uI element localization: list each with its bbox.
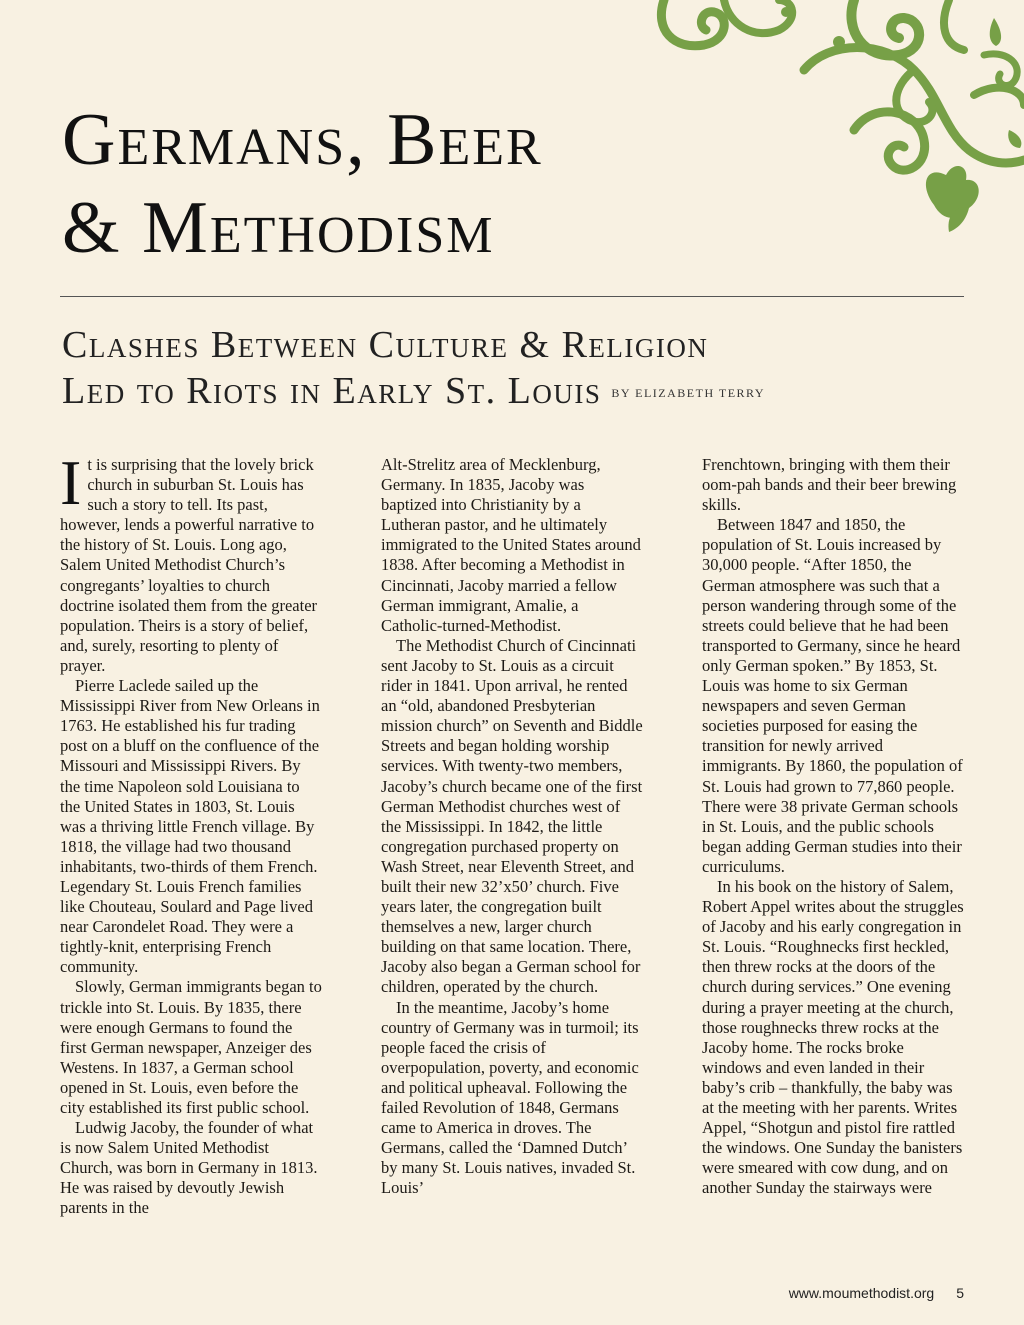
body-paragraph: In the meantime, Jacoby’s home country of Germany was in turmoil; its people faced the crisis of overpopulation, poverty, and economic and political upheaval. Following the failed Revolution of 1848, Germans came to America in droves. The Germans, called the ‘Damned Dutch’ by many St. Louis natives, invaded St. Louis’ bbox=[381, 997, 639, 1198]
berry bbox=[781, 7, 791, 17]
body-paragraph: In his book on the history of Salem, Robert Appel writes about the struggles of Jacoby and his early congregation in St. Louis. “Roughnecks first heckled, then threw rocks at the doors of the church during services.” One evening during a prayer meeting at the church, those roughnecks threw rocks at the Jacoby home. The rocks broke windows and even landed in their baby’s crib – thankfully, the baby was at the meeting with her parents. Writes Appel, “Shotgun and pistol fire rattled the windows. One Sunday the banisters were smeared with cow dung, and on another Sunday the stairways were bbox=[702, 876, 964, 1198]
article-column-1 bbox=[60, 447, 322, 1219]
article-column-2 bbox=[381, 455, 643, 1198]
tulip-bud bbox=[926, 166, 979, 218]
subtitle-line-2 bbox=[62, 368, 765, 416]
swirl-stroke bbox=[661, 0, 724, 46]
title-divider bbox=[60, 296, 964, 297]
body-paragraph: Ludwig Jacoby, the founder of what is now Salem United Methodist Church, was born in Germany in 1813. He was raised by devoutly Jewish parents in the bbox=[60, 1118, 318, 1218]
swirl-stroke bbox=[804, 48, 1024, 163]
subtitle-line-2-text: Led to Riots in Early St. Louis bbox=[62, 370, 602, 412]
footer-url: www.moumethodist.org bbox=[788, 1285, 935, 1301]
paragraph-text: t is surprising that the lovely brick church in suburban St. Louis has such a story to tell. Its past, however, lends a powerful narrative to the history of St. Louis. Long ago, Salem United Methodist Church’s congregants’ loyalties to church doctrine isolated them from the greater population. Theirs is a story of belief, and, surely, resorting to plenty of prayer. bbox=[60, 455, 318, 675]
drop-cap: I bbox=[60, 447, 82, 518]
body-paragraph: Alt-Strelitz area of Mecklenburg, Germany. In 1835, Jacoby was baptized into Christianity by a Lutheran pastor, and he ultimately immigrated to the United States around 1838. After becoming a Methodist in Cincinnati, Jacoby married a fellow German immigrant, Amalie, a Catholic-turned-Methodist. bbox=[381, 455, 641, 635]
swirl-stroke bbox=[724, 0, 792, 33]
swirl-stroke bbox=[984, 54, 1017, 86]
drop-leaf bbox=[990, 18, 1001, 46]
swirl-stroke bbox=[944, 0, 964, 50]
swirl-stroke bbox=[854, 112, 925, 170]
body-paragraph: Frenchtown, bringing with them their oom-pah bands and their beer brewing skills. bbox=[702, 455, 957, 515]
author-byline: BY ELIZABETH TERRY bbox=[611, 386, 766, 400]
article-column-3 bbox=[702, 455, 964, 1198]
subtitle-line-1: Clashes Between Culture & Religion bbox=[62, 324, 709, 366]
drop-leaf bbox=[1008, 130, 1021, 148]
floral-swirl-ornament bbox=[554, 0, 1024, 235]
berry bbox=[833, 36, 845, 48]
body-paragraph: The Methodist Church of Cincinnati sent Jacoby to St. Louis as a circuit rider in 1841. Upon arrival, he rented an “old, abandoned Presbyterian mission church” on Seventh and Biddle Streets and began holding worship services. With twenty-two members, Jacoby’s church became one of the first German Methodist churches west of the Mississippi. In 1842, the little congregation purchased property on Wash Street, near Eleventh Street, and built their new 32’x50’ church. Five years later, the congregation built themselves a new, larger church building on that same location. There, Jacoby also began a German school for children, operated by the church. bbox=[381, 635, 643, 997]
body-paragraph bbox=[60, 447, 322, 676]
swirl-stroke bbox=[974, 88, 1024, 105]
body-paragraph: Slowly, German immigrants began to trickle into St. Louis. By 1835, there were enough Germans to found the first German newspaper, Anzeiger des Westens. In 1837, a German school opened in St. Louis, even before the city established its first public school. bbox=[60, 977, 322, 1117]
body-paragraph: Pierre Laclede sailed up the Mississippi River from New Orleans in 1763. He established his fur trading post on a bluff on the confluence of the Missouri and Mississippi Rivers. By the time Napoleon sold Louisiana to the United States in 1803, St. Louis was a thriving little French village. By 1818, the village had two thousand inhabitants, two-thirds of them French. Legendary St. Louis French families like Chouteau, Soulard and Page lived near Carondelet Road. They were a tightly-knit, enterprising French community. bbox=[60, 676, 320, 977]
article-title bbox=[62, 96, 543, 272]
page-footer bbox=[789, 1285, 964, 1301]
article-subtitle bbox=[62, 322, 765, 416]
page-number: 5 bbox=[956, 1285, 964, 1301]
body-paragraph: Between 1847 and 1850, the population of St. Louis increased by 30,000 people. “After 1850, the German atmosphere was such that a person wandering through some of the streets could believe that he had been transported to Germany, since he heard only German spoken.” By 1853, St. Louis was home to six German newspapers and seven German societies purposed for easing the transition for newly arrived immigrants. By 1860, the population of St. Louis had grown to 77,860 people. There were 38 private German schools in St. Louis, and the public schools began adding German studies into their curriculums. bbox=[702, 515, 963, 876]
title-line-1: Germans, Beer bbox=[62, 99, 543, 181]
title-line-2: & Methodism bbox=[62, 187, 495, 269]
